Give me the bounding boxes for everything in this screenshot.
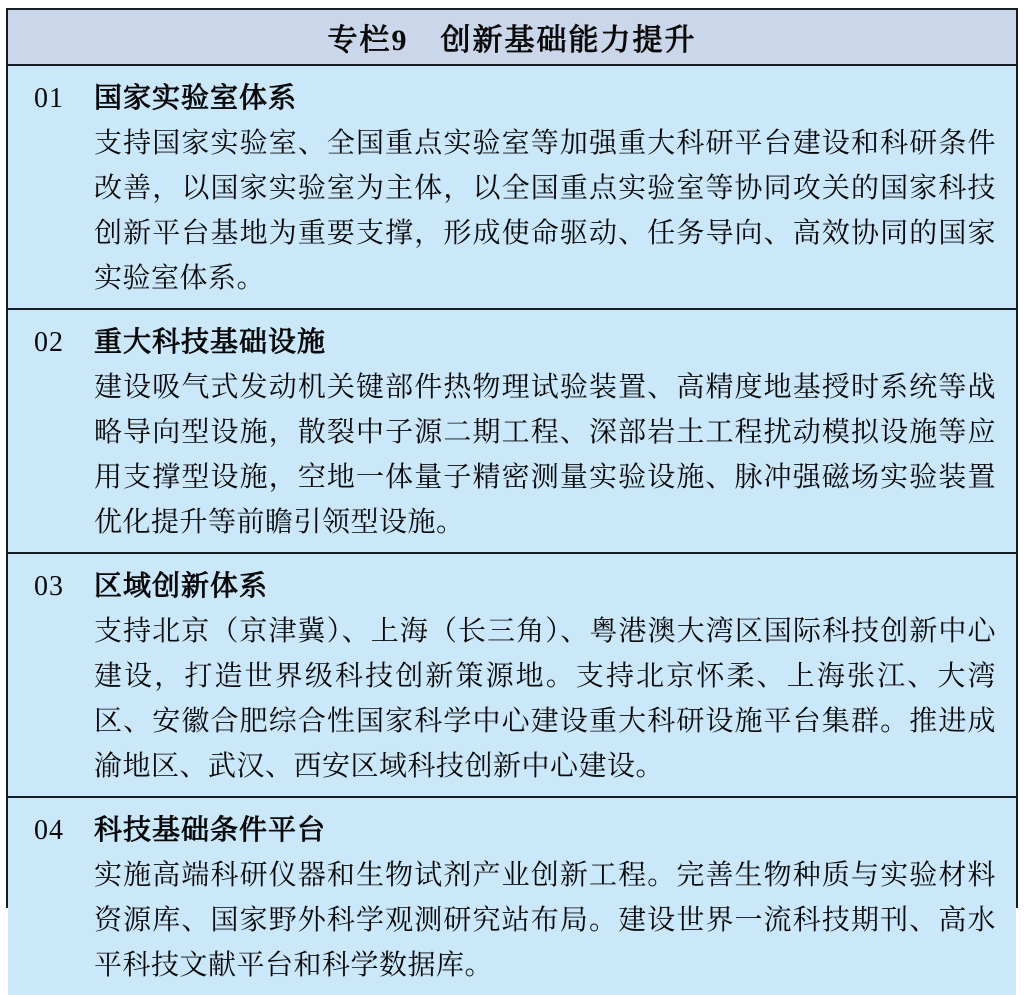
section-head	[8, 564, 998, 609]
section-body: 建设吸气式发动机关键部件热物理试验装置、高精度地基授时系统等战略导向型设施，散裂中子源二期工程、深部岩土工程扰动模拟设施等应用支撑型设施，空地一体量子精密测量实验设施、脉冲强磁场实验装置优化提升等前瞻引领型设施。	[94, 372, 996, 538]
section-body: 支持国家实验室、全国重点实验室等加强重大科研平台建设和科研条件改善，以国家实验室为主体，以全国重点实验室等协同攻关的国家科技创新平台基地为重要支撑，形成使命驱动、任务导向、高效协同的国家实验室体系。	[94, 128, 996, 294]
panel-title: 专栏9 创新基础能力提升	[327, 24, 697, 57]
section-number: 02	[34, 327, 64, 358]
section-title: 区域创新体系	[94, 571, 269, 602]
section-title: 国家实验室体系	[94, 83, 298, 114]
section-number: 04	[34, 815, 64, 846]
section-body: 实施高端科研仪器和生物试剂产业创新工程。完善生物种质与实验材料资源库、国家野外科学观测研究站布局。建设世界一流科技期刊、高水平科技文献平台和科学数据库。	[94, 860, 996, 981]
section	[8, 552, 1016, 796]
section-head	[8, 76, 998, 121]
section	[8, 308, 1016, 552]
section-head	[8, 320, 998, 365]
sections-container	[8, 64, 1016, 995]
section-number: 01	[34, 83, 64, 114]
panel-header	[8, 10, 1016, 64]
policy-column-panel	[6, 8, 1018, 981]
section-body: 支持北京（京津冀）、上海（长三角）、粤港澳大湾区国际科技创新中心建设，打造世界级科技创新策源地。支持北京怀柔、上海张江、大湾区、安徽合肥综合性国家科学中心建设重大科研设施平台集群。推进成渝地区、武汉、西安区域科技创新中心建设。	[94, 616, 996, 782]
section-head	[8, 808, 998, 853]
section-title: 重大科技基础设施	[94, 327, 327, 358]
section-number: 03	[34, 571, 64, 602]
section	[8, 796, 1016, 995]
section-title: 科技基础条件平台	[94, 815, 327, 846]
section	[8, 64, 1016, 308]
